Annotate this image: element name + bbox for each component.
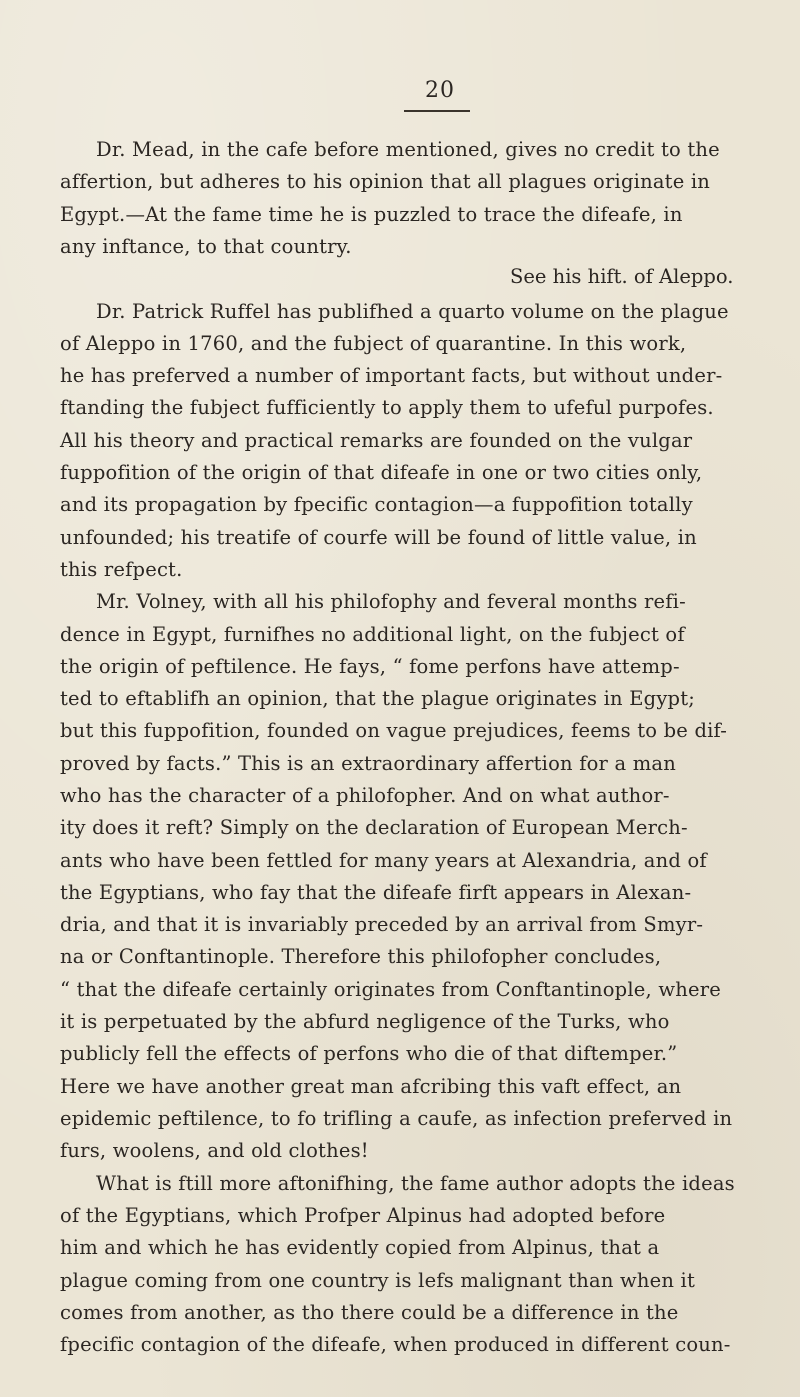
- text-line: ftanding the fubject fufficiently to apply them to ufeful purpofes.: [60, 396, 714, 419]
- text-line: but this fuppofition, founded on vague prejudices, feems to be dif-: [60, 719, 728, 742]
- text-line: dence in Egypt, furnifhes no additional light, on the fubject of: [60, 623, 685, 646]
- text-line: “ that the difeafe certainly originates from Conftantinople, where: [60, 978, 721, 1001]
- text-line: this refpect.: [60, 558, 183, 581]
- text-line: Egypt.—At the fame time he is puzzled to trace the difeafe, in: [60, 203, 683, 226]
- text-line: plague coming from one country is lefs malignant than when it: [60, 1269, 696, 1292]
- text-line: epidemic peftilence, to fo trifling a caufe, as infection preferved in: [60, 1107, 733, 1130]
- reference-note: See his hift. of Aleppo.: [510, 265, 734, 288]
- text-line: him and which he has evidently copied from Alpinus, that a: [60, 1236, 660, 1259]
- text-line: ants who have been fettled for many years at Alexandria, and of: [60, 849, 707, 872]
- text-line: furs, woolens, and old clothes!: [60, 1139, 369, 1162]
- text-line: proved by facts.” This is an extraordinary affertion for a man: [60, 752, 676, 775]
- text-line: Dr. Patrick Ruffel has publifhed a quarto volume on the plague: [96, 300, 729, 323]
- text-line: ity does it reft? Simply on the declaration of European Merch-: [60, 816, 688, 839]
- text-line: ted to eftablifh an opinion, that the plague originates in Egypt;: [60, 687, 696, 710]
- text-line: the origin of peftilence. He fays, “ fome perfons have attemp-: [60, 655, 680, 678]
- page-number: 20: [425, 78, 455, 103]
- text-line: publicly fell the effects of perfons who die of that diftemper.”: [60, 1042, 678, 1065]
- text-line: Here we have another great man afcribing this vaft effect, an: [60, 1075, 682, 1098]
- text-line: dria, and that it is invariably preceded by an arrival from Smyr-: [60, 913, 704, 936]
- text-line: he has preferved a number of important facts, but without under-: [60, 364, 723, 387]
- text-line: fuppofition of the origin of that difeafe in one or two cities only,: [60, 461, 703, 484]
- text-line: Dr. Mead, in the cafe before mentioned, gives no credit to the: [96, 138, 720, 161]
- header-rule: [404, 110, 470, 112]
- text-line: who has the character of a philofopher. And on what author-: [60, 784, 670, 807]
- text-line: it is perpetuated by the abfurd negligence of the Turks, who: [60, 1010, 670, 1033]
- text-line: and its propagation by fpecific contagion—a fuppofition totally: [60, 493, 693, 516]
- text-line: comes from another, as tho there could be a difference in the: [60, 1301, 679, 1324]
- text-line: What is ftill more aftonifhing, the fame author adopts the ideas: [96, 1172, 735, 1195]
- text-line: affertion, but adheres to his opinion that all plagues originate in: [60, 170, 711, 193]
- text-line: Mr. Volney, with all his philofophy and feveral months refi-: [96, 590, 686, 613]
- text-line: the Egyptians, who fay that the difeafe firft appears in Alexan-: [60, 881, 692, 904]
- text-line: fpecific contagion of the difeafe, when produced in different coun-: [60, 1333, 731, 1356]
- text-line: of Aleppo in 1760, and the fubject of quarantine. In this work,: [60, 332, 687, 355]
- text-line: na or Conftantinople. Therefore this philofopher concludes,: [60, 945, 662, 968]
- text-line: of the Egyptians, which Profper Alpinus had adopted before: [60, 1204, 666, 1227]
- text-line: any inftance, to that country.: [60, 235, 352, 258]
- text-line: unfounded; his treatife of courfe will be found of little value, in: [60, 526, 697, 549]
- text-line: All his theory and practical remarks are founded on the vulgar: [60, 429, 693, 452]
